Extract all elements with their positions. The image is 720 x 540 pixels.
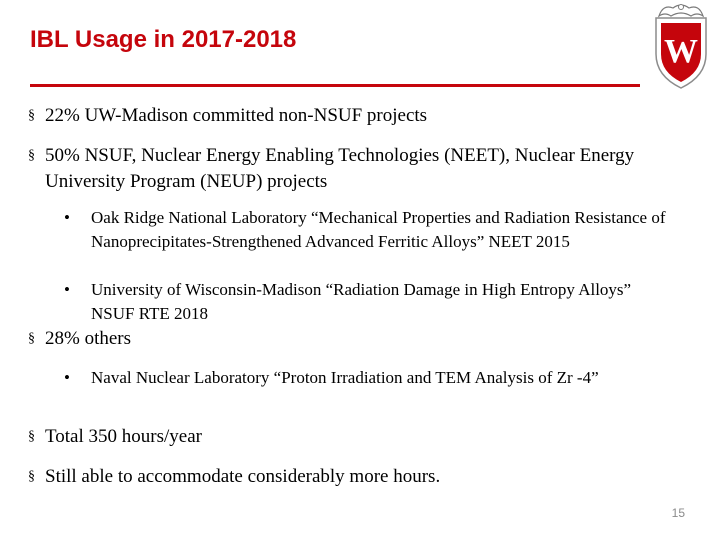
sub-bullet-marker: • (64, 280, 70, 299)
bullet-item (28, 103, 685, 129)
sub-bullet-text: Naval Nuclear Laboratory “Proton Irradiation and TEM Analysis of Zr -4” (91, 368, 599, 387)
bullet-item (28, 143, 675, 195)
sub-bullet-text: University of Wisconsin-Madison “Radiation Damage in High Entropy Alloys” NSUF RTE 2018 (91, 280, 632, 323)
sub-bullet-item (64, 206, 671, 254)
bullet-marker: § (28, 108, 35, 123)
bullet-marker: § (28, 331, 35, 346)
bullet-marker: § (28, 429, 35, 444)
sub-bullet-marker: • (64, 368, 70, 387)
uw-crest-icon (651, 2, 711, 90)
bullet-item (28, 424, 685, 450)
bullet-item (28, 464, 685, 490)
sub-bullet-item (64, 278, 671, 326)
page-number: 15 (671, 506, 685, 520)
bullet-text: 22% UW-Madison committed non-NSUF projects (45, 105, 428, 126)
bullet-item (28, 326, 685, 352)
bullet-text: 28% others (45, 328, 132, 349)
sub-bullet-item (64, 366, 671, 390)
bullet-text: Total 350 hours/year (45, 426, 202, 447)
slide-title: IBL Usage in 2017-2018 (30, 26, 297, 53)
bullet-text: 50% NSUF, Nuclear Energy Enabling Technologies (NEET), Nuclear Energy University Program (NEUP) projects (45, 145, 635, 192)
bullet-marker: § (28, 469, 35, 484)
bullet-marker: § (28, 148, 35, 163)
bullet-text: Still able to accommodate considerably more hours. (45, 466, 441, 487)
sub-bullet-marker: • (64, 208, 70, 227)
crest-letter: W (664, 33, 698, 70)
sub-bullet-text: Oak Ridge National Laboratory “Mechanical Properties and Radiation Resistance of Nanoprecipitates-Strengthened Advanced Ferritic Alloys” NEET 2015 (91, 208, 666, 251)
title-underline (30, 84, 640, 87)
